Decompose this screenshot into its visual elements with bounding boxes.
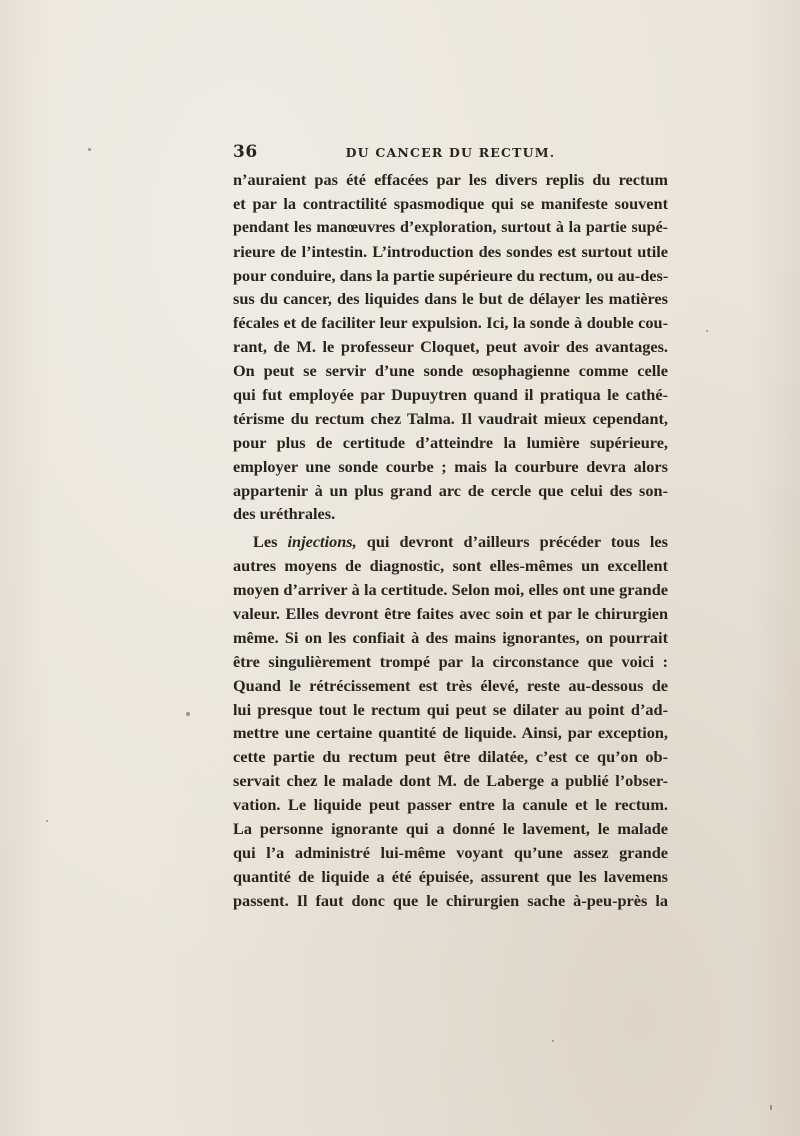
text-line: servait chez le malade dont M. de Laberge a publié l’obser- (233, 771, 668, 791)
text-line: fécales et de faciliter leur expulsion. Ici, la sonde à double cou- (233, 313, 668, 333)
paper-speck (552, 1040, 554, 1042)
paper-speck (88, 148, 91, 151)
text-line: rant, de M. le professeur Cloquet, peut avoir des avantages. (233, 337, 668, 357)
page-header (233, 142, 668, 164)
text-line: pendant les manœuvres d’exploration, surtout à la partie supé- (233, 218, 668, 236)
text-line: On peut se servir d’une sonde œsophagienne comme celle (233, 361, 668, 381)
text-line: térisme du rectum chez Talma. Il vaudrait mieux cependant, (233, 408, 668, 428)
text-line: mettre une certaine quantité de liquide. Ainsi, par exception, (233, 723, 668, 743)
text-line: même. Si on les confiait à des mains ignorantes, on pourrait (233, 627, 668, 647)
text-line: sus du cancer, des liquides dans le but de délayer les matières (233, 289, 668, 309)
paper-speck (706, 330, 708, 332)
italic-term: injections, (287, 532, 357, 552)
text-line: valeur. Elles devront être faites avec soin et par le chirurgien (233, 604, 668, 624)
text-line: autres moyens de diagnostic, sont elles-mêmes un excellent (233, 556, 668, 576)
text-line: et par la contractilité spasmodique qui se manifeste souvent (233, 193, 668, 213)
paragraph (233, 168, 668, 526)
text-line: moyen d’arriver à la certitude. Selon moi, elles ont une grande (233, 580, 668, 600)
running-head: DU CANCER DU RECTUM. (345, 145, 556, 160)
text-line: rieure de l’intestin. L’introduction des sondes est surtout utile (233, 241, 668, 261)
text-fragment: qui devront d’ailleurs précéder tous les (356, 532, 668, 552)
text-fragment: Les (253, 532, 288, 552)
paragraph (233, 530, 668, 912)
text-line: passent. Il faut donc que le chirurgien sache à-peu-près la (233, 890, 668, 910)
text-line: vation. Le liquide peut passer entre la canule et le rectum. (233, 795, 668, 815)
text-line: Quand le rétrécissement est très élevé, reste au-dessous de (233, 675, 668, 695)
paper-speck (46, 820, 48, 822)
text-line: quantité de liquide a été épuisée, assurent que les lavemens (233, 866, 668, 886)
text-line-first (233, 530, 668, 554)
text-line: qui fut employée par Dupuytren quand il pratiqua le cathé- (233, 385, 668, 405)
text-line: cette partie du rectum peut être dilatée, c’est ce qu’on ob- (233, 747, 668, 767)
text-line: des uréthrales. (233, 504, 336, 524)
page-number: 36 (233, 142, 258, 162)
text-line: n’auraient pas été effacées par les divers replis du rectum (233, 170, 668, 189)
body-text (233, 168, 668, 913)
paper-speck (186, 712, 190, 716)
text-line: appartenir à un plus grand arc de cercle que celui des son- (233, 480, 668, 500)
paper-speck (770, 1105, 772, 1110)
text-line: lui presque tout le rectum qui peut se dilater au point d’ad- (233, 699, 668, 719)
text-line: pour plus de certitude d’atteindre la lumière supérieure, (233, 432, 668, 452)
text-line: employer une sonde courbe ; mais la courbure devra alors (233, 456, 668, 476)
text-line: être singulièrement trompé par la circonstance que voici : (233, 651, 668, 671)
text-line: La personne ignorante qui a donné le lavement, le malade (233, 819, 668, 839)
text-line: qui l’a administré lui-même voyant qu’une assez grande (233, 842, 668, 862)
text-line: pour conduire, dans la partie supérieure du rectum, ou au-des- (233, 265, 669, 285)
